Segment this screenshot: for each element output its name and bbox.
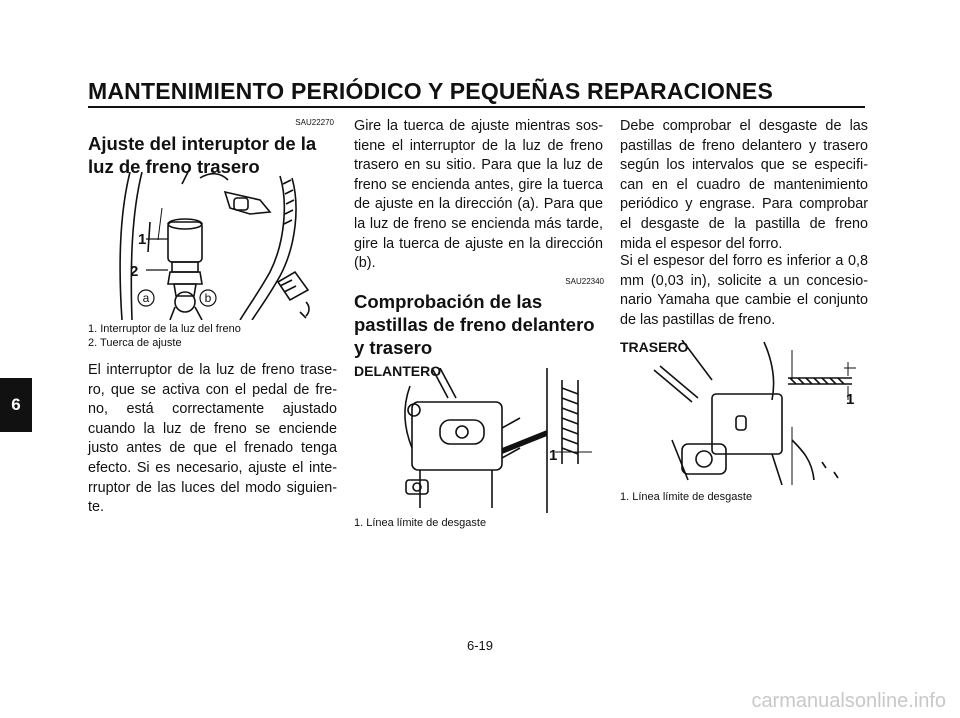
section-code: SAU22270 — [295, 118, 334, 127]
page-number: 6-19 — [466, 638, 494, 653]
callout-1: 1 — [846, 391, 855, 408]
callout-a: a — [142, 291, 150, 305]
front-label: DELANTERO — [354, 363, 442, 379]
rear-label: TRASERO — [620, 339, 689, 355]
watermark-brand[interactable]: carmanualsonline.info — [751, 690, 946, 712]
callout-b: b — [204, 291, 212, 305]
chapter-tab: 6 — [0, 378, 32, 432]
figure-caption: 1. Línea límite de desgaste — [620, 491, 753, 503]
header-rule — [88, 106, 865, 108]
callout-1: 1 — [138, 231, 147, 248]
section-title: Ajuste del interuptor de la luz de freno trasero — [88, 133, 317, 177]
brake-switch-illustration — [110, 172, 315, 320]
callout-2: 2 — [130, 263, 139, 280]
callout-1: 1 — [549, 447, 558, 464]
rear-brake-illustration — [652, 340, 864, 485]
section-code: SAU22340 — [565, 277, 604, 286]
switch-description: El interruptor de la luz de freno trase-ro, que se activa con el pedal de fre-no, está correctamente ajustado cuando la luz de freno se enciende justo antes de que el frenado tenga efecto. Si es necesario, ajuste el inte-rruptor de las luces del modo siguien-te. — [88, 362, 337, 516]
figure-caption-2: 2. Tuerca de ajuste — [88, 337, 182, 349]
wear-check-paragraph: Debe comprobar el desgaste de las pastillas de freno delantero y trasero según los intervalos que se especifi-can en el cuadro de mantenimiento periódico y engrase. Para comprobar el desgaste de la pastilla de freno mida el espesor del forro. — [620, 118, 868, 252]
figure-caption: 1. Línea límite de desgaste — [354, 517, 487, 529]
page-header-title: MANTENIMIENTO PERIÓDICO Y PEQUEÑAS REPARACIONES — [88, 78, 774, 104]
front-brake-illustration — [392, 368, 604, 513]
figure-caption-1: 1. Interruptor de la luz del freno — [88, 323, 241, 335]
section-title: Comprobación de las pastillas de freno delantero y trasero — [354, 291, 595, 358]
adjust-instructions: Gire la tuerca de ajuste mientras sos-tiene el interruptor de la luz de freno trasero en su sitio. Para que la luz de freno se encienda antes, gire la tuerca de ajuste en la dirección (a). Para que la luz de freno se encienda más tarde, gire la tuerca de ajuste en la dirección (b). — [354, 118, 603, 272]
replacement-paragraph: Si el espesor del forro es inferior a 0,8 mm (0,03 in), solicite a un concesio-nario Yamaha que cambie el conjunto de las pastillas de freno. — [620, 253, 868, 328]
